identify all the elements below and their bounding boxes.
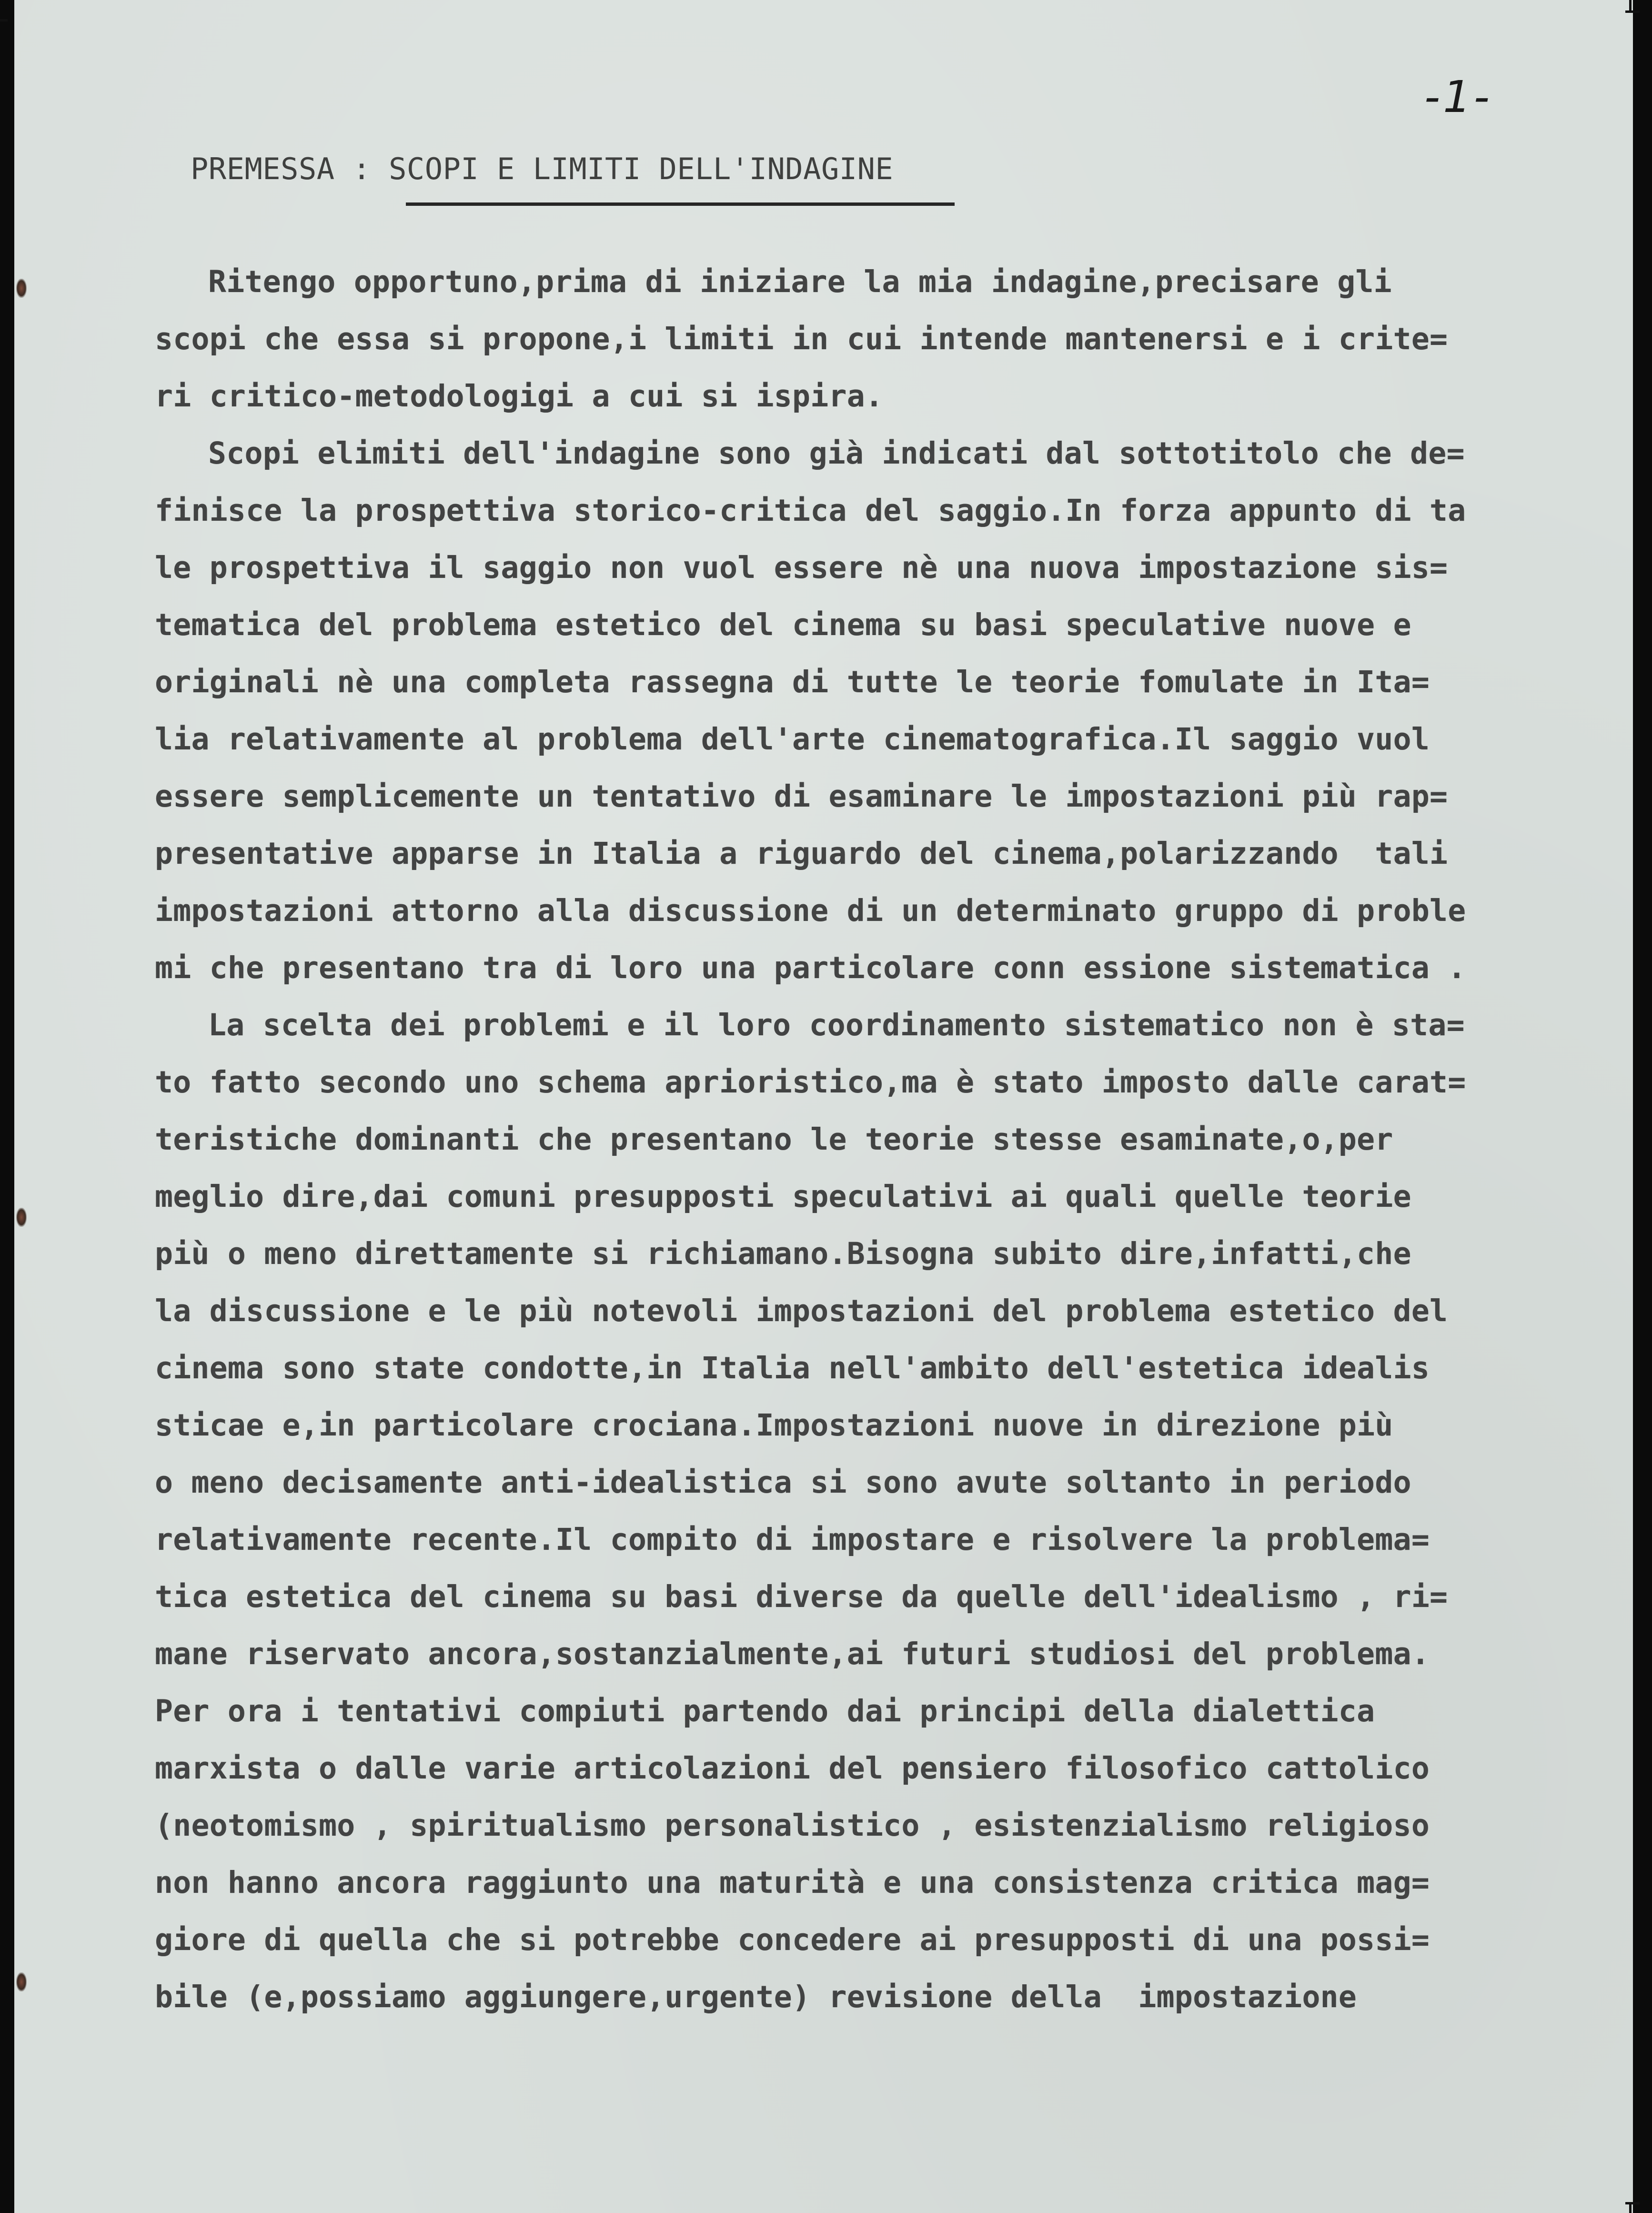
- text-line: mi che presentano tra di loro una particolare conn essione sistematica .: [155, 950, 1466, 985]
- text-line: teristiche dominanti che presentano le teorie stesse esaminate,o,per: [155, 1122, 1393, 1157]
- crop-mark: [1625, 2202, 1640, 2204]
- text-line: presentative apparse in Italia a riguardo del cinema,polarizzando tali: [155, 836, 1448, 871]
- text-line: originali nè una completa rassegna di tutte le teorie fomulate in Ita=: [155, 665, 1430, 699]
- text-line: La scelta dei problemi e il loro coordinamento sistematico non è sta=: [208, 1008, 1465, 1042]
- binding-hole-mark: [16, 1972, 27, 1991]
- text-line: non hanno ancora raggiunto una maturità e una consistenza critica mag=: [155, 1865, 1430, 1900]
- text-line: meglio dire,dai comuni presupposti speculativi ai quali quelle teorie: [155, 1179, 1411, 1214]
- text-line: cinema sono state condotte,in Italia nell'ambito dell'estetica idealis: [155, 1351, 1430, 1385]
- text-line: più o meno direttamente si richiamano.Bisogna subito dire,infatti,che: [155, 1236, 1411, 1271]
- text-line: marxista o dalle varie articolazioni del pensiero filosofico cattolico: [155, 1751, 1430, 1786]
- page-number: -1-: [1424, 71, 1492, 122]
- binding-hole-mark: [16, 1208, 27, 1227]
- text-line: relativamente recente.Il compito di impostare e risolvere la problema=: [155, 1522, 1430, 1557]
- text-line: essere semplicemente un tentativo di esaminare le impostazioni più rap=: [155, 779, 1448, 814]
- text-line: la discussione e le più notevoli impostazioni del problema estetico del: [155, 1293, 1448, 1328]
- title-underline: [406, 202, 955, 206]
- text-line: lia relativamente al problema dell'arte cinematografica.Il saggio vuol: [155, 722, 1430, 757]
- text-line: finisce la prospettiva storico-critica del saggio.In forza appunto di ta: [155, 493, 1466, 528]
- crop-mark: [1625, 10, 1640, 13]
- text-line: sticae e,in particolare crociana.Impostazioni nuove in direzione più: [155, 1408, 1393, 1443]
- text-line: Ritengo opportuno,prima di iniziare la mia indagine,precisare gli: [208, 264, 1392, 299]
- crop-mark: [0, 19, 8, 21]
- text-line: le prospettiva il saggio non vuol essere nè una nuova impostazione sis=: [155, 550, 1448, 585]
- text-line: tica estetica del cinema su basi diverse da quelle dell'idealismo , ri=: [155, 1579, 1448, 1614]
- text-line: scopi che essa si propone,i limiti in cui intende mantenersi e i crite=: [155, 322, 1448, 356]
- text-line: Scopi elimiti dell'indagine sono già indicati dal sottotitolo che de=: [208, 436, 1465, 471]
- text-line: mane riservato ancora,sostanzialmente,ai futuri studiosi del problema.: [155, 1637, 1430, 1671]
- crop-mark: [1629, 2202, 1632, 2213]
- paper-sheet: [14, 0, 1633, 2213]
- text-line: o meno decisamente anti-idealistica si sono avute soltanto in periodo: [155, 1465, 1411, 1500]
- text-line: ri critico-metodologigi a cui si ispira.: [155, 379, 884, 414]
- text-line: (neotomismo , spiritualismo personalistico , esistenzialismo religioso: [155, 1808, 1430, 1843]
- text-line: giore di quella che si potrebbe concedere ai presupposti di una possi=: [155, 1922, 1430, 1957]
- text-line: to fatto secondo uno schema aprioristico,ma è stato imposto dalle carat=: [155, 1065, 1466, 1100]
- binding-hole-mark: [16, 279, 27, 298]
- text-line: impostazioni attorno alla discussione di un determinato gruppo di proble: [155, 893, 1466, 928]
- crop-mark: [1629, 0, 1632, 12]
- section-title: PREMESSA : SCOPI E LIMITI DELL'INDAGINE: [191, 152, 894, 186]
- text-line: Per ora i tentativi compiuti partendo dai principi della dialettica: [155, 1694, 1375, 1728]
- text-line: tematica del problema estetico del cinema su basi speculative nuove e: [155, 607, 1411, 642]
- text-line: bile (e,possiamo aggiungere,urgente) revisione della impostazione: [155, 1980, 1357, 2014]
